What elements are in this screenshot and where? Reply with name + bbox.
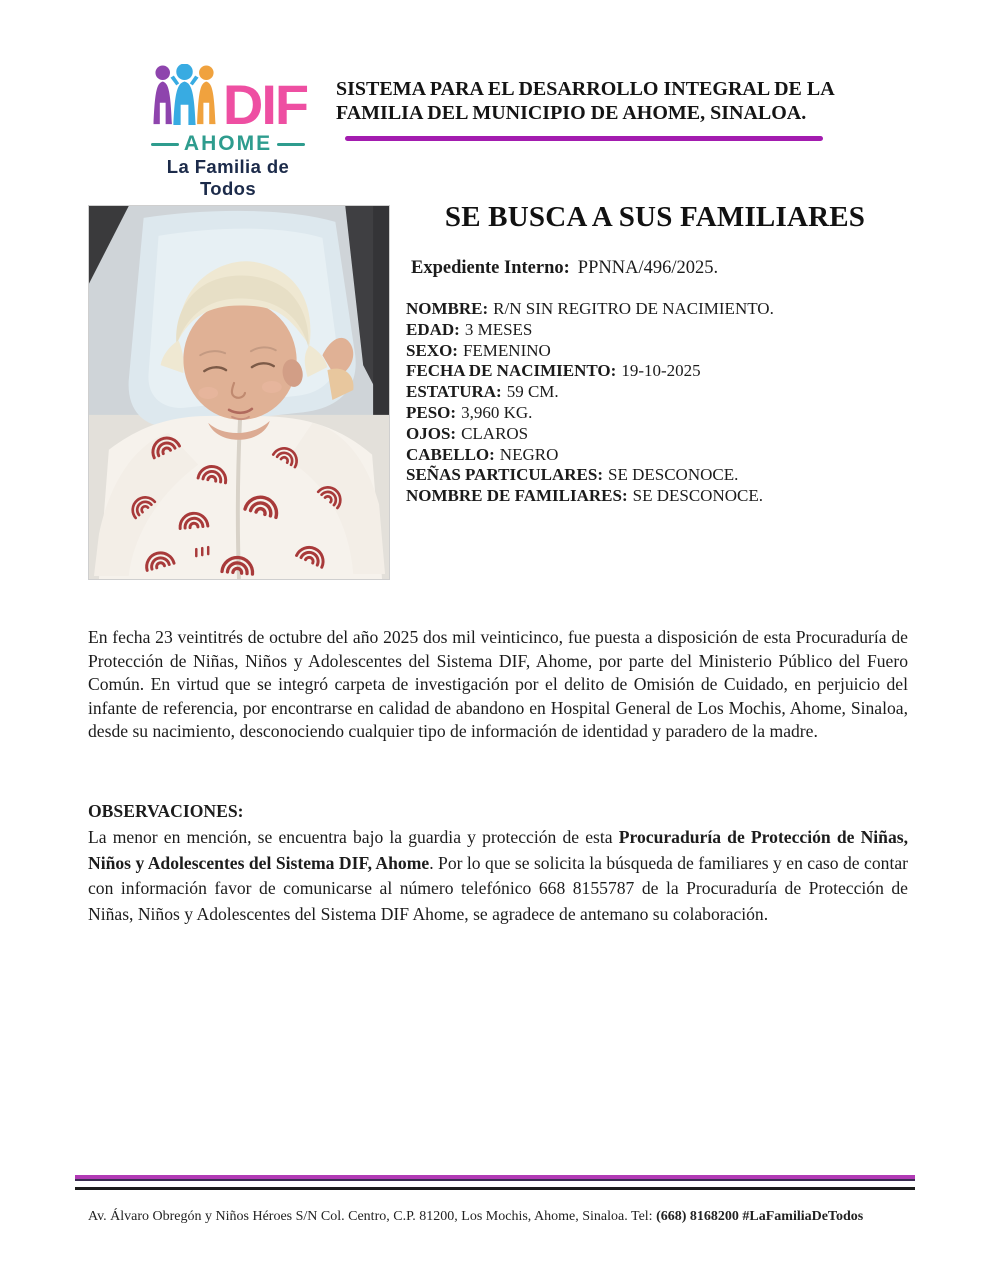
detail-value: CLAROS <box>461 423 529 443</box>
detail-row-edad <box>406 320 774 341</box>
observations-heading: OBSERVACIONES: <box>88 801 244 821</box>
footer-rule-black <box>75 1187 915 1190</box>
expediente-line <box>411 258 718 279</box>
baby-photo <box>88 205 390 580</box>
observations-seg1: La menor en mención, se encuentra bajo la guardia y protección de esta <box>88 826 619 847</box>
detail-value: SE DESCONOCE. <box>632 486 763 506</box>
dif-ahome-logo <box>138 64 318 200</box>
detail-row-fecha-nacimiento <box>406 361 774 382</box>
footer-rule-dark <box>75 1179 915 1181</box>
notice-title: SE BUSCA A SUS FAMILIARES <box>444 201 866 233</box>
case-description-paragraph: En fecha 23 veintitrés de octubre del año 2025 dos mil veinticinco, fue puesta a disposición de esta Procuraduría de Protección de Niñas, Niños y Adolescentes del Sistema DIF, Ahome, por parte del Ministerio Público del Fuero Común. En virtud que se integró carpeta de investigación por el delito de Omisión de Cuidado, en perjuicio del infante de referencia, por encontrarse en calidad de abandono en Hospital General de Los Mochis, Ahome, Sinaloa, desde su nacimiento, desconociendo cualquier tipo de información de identidad y paradero de la madre. <box>88 627 908 742</box>
detail-value: R/N SIN REGITRO DE NACIMIENTO. <box>493 299 774 318</box>
observations-seg2-bold: Procuraduría de Protección de Niñas, Niños y Adolescentes del Sistema DIF, Ahome <box>88 826 909 873</box>
detail-row-sexo <box>406 341 774 362</box>
footer-phone-hashtag: (668) 8168200 #LaFamiliaDeTodos <box>656 1209 864 1224</box>
observations-section <box>88 799 908 928</box>
logo-tagline: La Familia de Todos <box>166 156 290 199</box>
logo-dash-left <box>151 143 179 146</box>
detail-row-ojos <box>406 424 774 445</box>
footer-address-text: Av. Álvaro Obregón y Niños Héroes S/N Col. Centro, C.P. 81200, Los Mochis, Ahome, Sinaloa. Tel: <box>88 1209 657 1224</box>
logo-ahome-row <box>138 133 318 155</box>
detail-value: NEGRO <box>499 444 559 464</box>
detail-label: SEXO: <box>406 340 458 360</box>
detail-label: NOMBRE: <box>406 299 489 318</box>
detail-row-senas <box>406 465 774 486</box>
detail-value: FEMENINO <box>462 340 551 360</box>
expediente-label: Expediente Interno: <box>411 258 570 278</box>
detail-value: 59 CM. <box>506 382 559 402</box>
detail-label: FECHA DE NACIMIENTO: <box>406 361 617 381</box>
detail-row-nombre <box>406 299 774 320</box>
detail-label: PESO: <box>406 402 457 422</box>
detail-value: 3,960 KG. <box>461 402 533 422</box>
observations-seg3: . Por lo que se solicita la búsqueda de familiares y en caso de contar con información favor de comunicarse al número telefónico 668 8155787 de la Procuraduría de Protección de Niñas, Niños y Adolescentes del Sistema DIF Ahome, se agradece de antemano su colaboración. <box>88 852 909 925</box>
institution-name-line1: SISTEMA PARA EL DESARROLLO INTEGRAL DE LA <box>336 78 835 100</box>
detail-label: NOMBRE DE FAMILIARES: <box>406 486 628 506</box>
detail-value: 19-10-2025 <box>621 361 701 381</box>
detail-value: SE DESCONOCE. <box>608 465 739 485</box>
logo-dif-text: DIF <box>222 73 308 136</box>
header-divider <box>345 136 823 141</box>
expediente-value: PPNNA/496/2025. <box>577 258 719 278</box>
logo-ahome-text: AHOME <box>183 132 273 155</box>
detail-label: CABELLO: <box>406 444 495 464</box>
logo-top-row <box>138 64 318 136</box>
detail-row-familiares <box>406 486 774 507</box>
family-figures-icon <box>149 64 221 131</box>
detail-label: OJOS: <box>406 423 457 443</box>
detail-row-estatura <box>406 382 774 403</box>
detail-label: ESTATURA: <box>406 382 502 402</box>
detail-row-peso <box>406 403 774 424</box>
footer-address <box>88 1209 948 1225</box>
detail-row-cabello <box>406 445 774 466</box>
institution-name-line2: FAMILIA DEL MUNICIPIO DE AHOME, SINALOA. <box>336 101 807 124</box>
details-list <box>406 299 774 507</box>
detail-label: SEÑAS PARTICULARES: <box>406 465 603 485</box>
detail-label: EDAD: <box>406 319 460 339</box>
detail-value: 3 MESES <box>464 319 533 339</box>
observations-paragraph <box>88 825 908 928</box>
institution-name <box>336 78 856 125</box>
logo-dash-right <box>277 143 305 146</box>
